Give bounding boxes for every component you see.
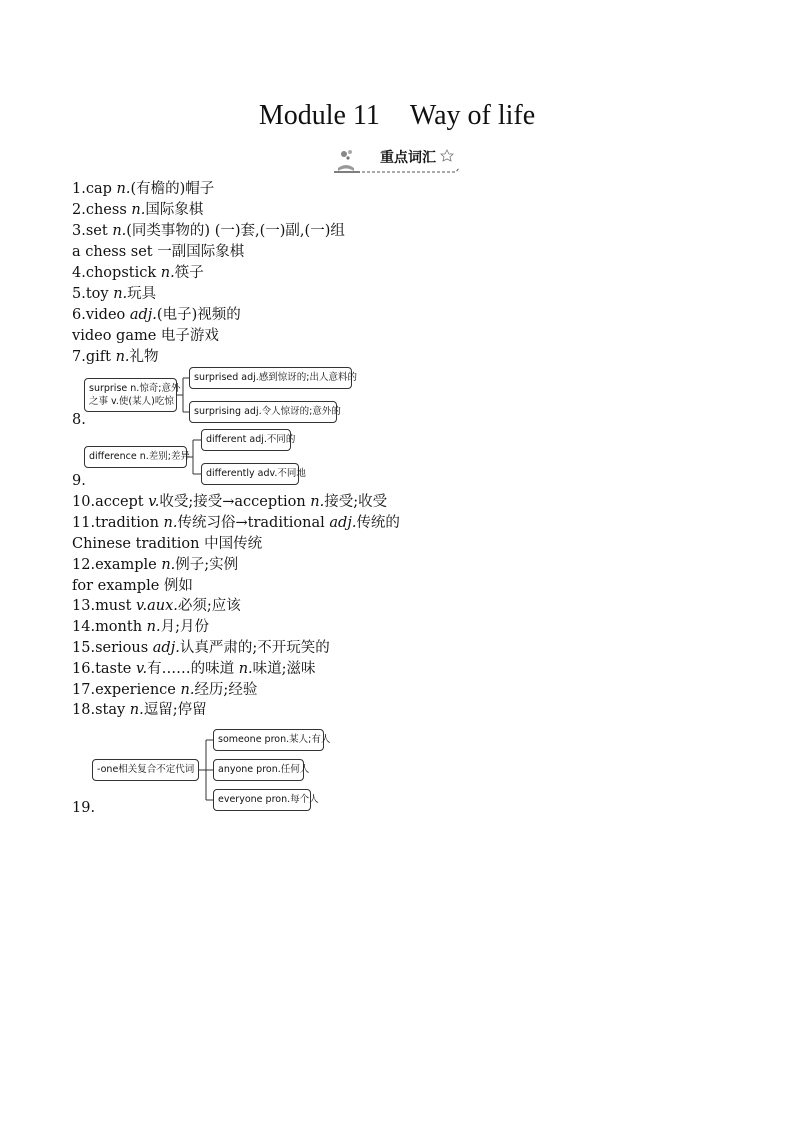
vocab-item: 1.cap n.(有檐的)帽子 bbox=[72, 181, 215, 197]
word-family-root: surprise n.惊奇;意外 之事 v.使(某人)吃惊 bbox=[84, 378, 177, 412]
vocab-phrase: a chess set 一副国际象棋 bbox=[72, 244, 245, 260]
item-number: 9. bbox=[72, 473, 86, 489]
item-number: 19. bbox=[72, 800, 96, 816]
word-family-branch: someone pron.某人;有人 bbox=[213, 729, 324, 751]
vocab-item: 7.gift n.礼物 bbox=[72, 349, 159, 365]
banner-label: 重点词汇 bbox=[380, 150, 436, 166]
vocab-item: 13.must v.aux.必须;应该 bbox=[72, 598, 241, 614]
module-number: Module 11 bbox=[258, 100, 380, 131]
vocab-phrase: Chinese tradition 中国传统 bbox=[72, 536, 263, 552]
vocab-item: 16.taste v.有……的味道 n.味道;滋味 bbox=[72, 661, 316, 677]
vocab-item: 2.chess n.国际象棋 bbox=[72, 202, 204, 218]
vocab-item: 18.stay n.逗留;停留 bbox=[72, 702, 207, 718]
vocab-item: 10.accept v.收受;接受→acception n.接受;收受 bbox=[72, 494, 388, 510]
vocab-phrase: video game 电子游戏 bbox=[72, 328, 219, 344]
item-number: 8. bbox=[72, 412, 86, 428]
word-family-root: difference n.差别;差异 bbox=[84, 446, 187, 468]
word-family-branch: differently adv.不同地 bbox=[201, 463, 299, 485]
word-family-branch: different adj.不同的 bbox=[201, 429, 291, 451]
vocab-item: 3.set n.(同类事物的) (一)套,(一)副,(一)组 bbox=[72, 223, 345, 239]
vocab-item: 4.chopstick n.筷子 bbox=[72, 265, 204, 281]
word-family-branch: surprised adj.感到惊讶的;出人意料的 bbox=[189, 367, 352, 389]
word-family-branch: anyone pron.任何人 bbox=[213, 759, 304, 781]
vocab-item: 15.serious adj.认真严肃的;不开玩笑的 bbox=[72, 640, 330, 656]
vocab-item: 14.month n.月;月份 bbox=[72, 619, 209, 635]
word-family-branch: everyone pron.每个人 bbox=[213, 789, 311, 811]
vocab-item: 12.example n.例子;实例 bbox=[72, 557, 239, 573]
vocab-item: 17.experience n.经历;经验 bbox=[72, 682, 258, 698]
vocab-item: 11.tradition n.传统习俗→traditional adj.传统的 bbox=[72, 515, 400, 531]
word-family-branch: surprising adj.令人惊讶的;意外的 bbox=[189, 401, 337, 423]
vocab-item: 6.video adj.(电子)视频的 bbox=[72, 307, 241, 323]
vocab-item: 5.toy n.玩具 bbox=[72, 286, 157, 302]
vocab-phrase: for example 例如 bbox=[72, 578, 193, 594]
word-family-root: -one相关复合不定代词 bbox=[92, 759, 199, 781]
module-name: Way of life bbox=[409, 100, 536, 131]
